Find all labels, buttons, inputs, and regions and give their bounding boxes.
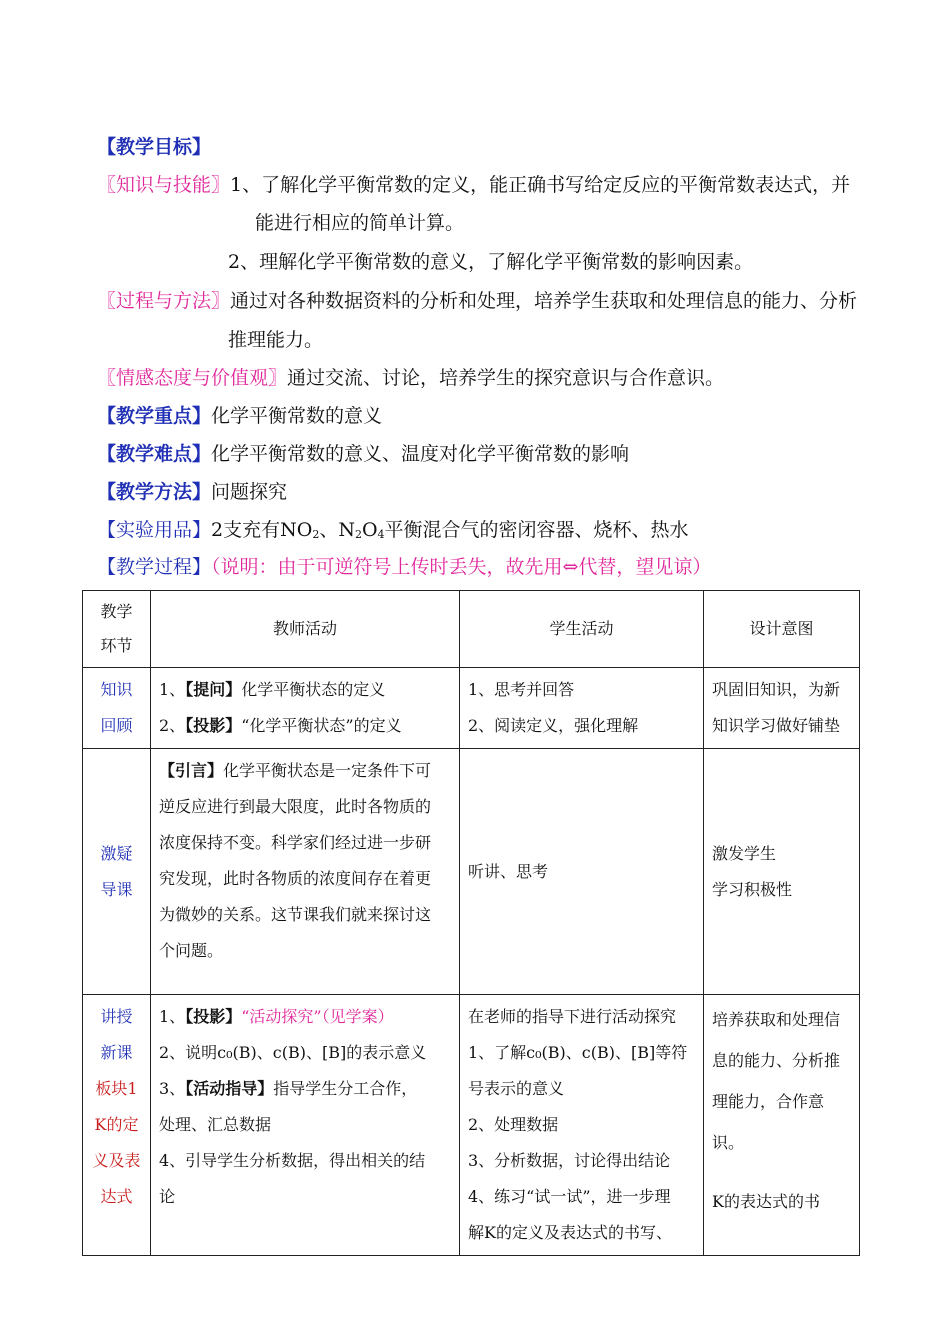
table-header-row (83, 591, 860, 668)
row1-teacher-line-2 (159, 708, 451, 744)
row3-student-line-1: 在老师的指导下进行活动探究 (468, 1007, 677, 1026)
row1-stage-line-2: 回顾 (100, 716, 133, 735)
difficulty-label: 【教学难点】 (97, 443, 212, 465)
row3-teacher-line-3 (159, 1071, 451, 1107)
row3-stage (83, 995, 151, 1256)
row3-intent-line-1: 培养获取和处理信 (712, 1010, 841, 1029)
row2-teacher-line-2: 逆反应进行到最大限度，此时各物质的 (159, 797, 432, 816)
row3-teacher-line-2: 2、说明c₀(B)、c(B)、[B]的表示意义 (159, 1043, 427, 1062)
header-teacher: 教师活动 (151, 591, 460, 668)
method-text: 问题探究 (211, 481, 288, 503)
row3-teacher-line-6: 论 (159, 1187, 176, 1206)
row2-teacher-line-5: 为微妙的关系。这节课我们就来探讨这 (159, 905, 432, 924)
row3-t1-num: 1、 (159, 1007, 186, 1026)
process-label: 【教学过程】 (97, 556, 212, 578)
row1-t1-text: 化学平衡状态的定义 (241, 680, 386, 699)
row3-student-line-2: 1、了解c₀(B)、c(B)、[B]等符 (468, 1043, 688, 1062)
row3-student-line-7: 解K的定义及表达式的书写、 (468, 1223, 672, 1242)
row1-stage-line-1: 知识 (100, 680, 133, 699)
knowledge-item-2: 2、理解化学平衡常数的意义，了解化学平衡常数的影响因素。 (228, 251, 754, 273)
row2-t-tag: 【引言】 (159, 761, 224, 780)
table-row (83, 995, 860, 1256)
row2-teacher-line-4: 究发现，此时各物质的浓度间存在着更 (159, 869, 432, 888)
row2-stage-line-2: 导课 (100, 879, 133, 899)
header-stage-line-1: 教学 (100, 602, 133, 621)
knowledge-item-1: 1、了解化学平衡常数的定义，能正确书写给定反应的平衡常数表达式，并 (230, 174, 851, 196)
row1-t2-num: 2、 (159, 716, 186, 735)
row1-teacher (151, 668, 460, 749)
row2-stage (83, 749, 151, 995)
row3-intent-line-4: 识。 (712, 1133, 745, 1152)
materials-text-mid: 、N (319, 519, 355, 541)
header-student: 学生活动 (460, 591, 704, 668)
emotion-values-label: 〖情感态度与价值观〗 (97, 367, 288, 389)
key-point-line (97, 403, 382, 429)
row3-t1-pink: “活动探究”（见学案） (241, 1007, 394, 1026)
process-methods-line (97, 288, 857, 314)
row3-stage-line-1: 讲授 (100, 1007, 133, 1026)
row3-student-line-5: 3、分析数据，讨论得出结论 (468, 1151, 671, 1170)
header-stage (83, 591, 151, 668)
materials-sub-3: 4 (377, 528, 385, 541)
difficulty-text: 化学平衡常数的意义、温度对化学平衡常数的影响 (211, 443, 630, 465)
knowledge-skills-label: 〖知识与技能〗 (97, 174, 231, 196)
row3-stage-line-2: 新课 (100, 1043, 133, 1062)
row3-student-line-3: 号表示的意义 (468, 1079, 565, 1098)
row1-t2-tag: 【投影】 (185, 716, 242, 735)
process-methods-cont: 推理能力。 (228, 329, 324, 351)
row3-t3-tag: 【活动指导】 (185, 1079, 274, 1098)
row1-intent-line-2: 知识学习做好铺垫 (712, 716, 841, 735)
difficulty-line (97, 441, 629, 467)
row3-intent-line-2: 息的能力、分析推 (712, 1051, 841, 1070)
row3-teacher-line-4: 处理、汇总数据 (159, 1115, 272, 1134)
method-line (97, 479, 287, 505)
materials-text-mid2: O (361, 519, 378, 541)
materials-sub-1: 2 (312, 528, 320, 541)
row2-intent (704, 749, 860, 995)
key-point-text: 化学平衡常数的意义 (211, 405, 383, 427)
materials-text-prefix: 2支充有NO (211, 519, 313, 541)
row1-teacher-line-1 (159, 672, 451, 708)
row2-teacher (151, 749, 460, 995)
materials-sub-2: 2 (354, 528, 362, 541)
key-point-label: 【教学重点】 (97, 405, 212, 427)
row3-t3-text: 指导学生分工合作， (273, 1079, 418, 1098)
row1-t1-num: 1、 (159, 680, 186, 699)
row3-teacher (151, 995, 460, 1256)
row2-student: 听讲、思考 (460, 749, 704, 995)
objectives-heading: 【教学目标】 (97, 136, 212, 158)
table-row (83, 749, 860, 995)
row3-t1-tag: 【投影】 (185, 1007, 242, 1026)
row3-stage-line-3: 板块1 (95, 1079, 138, 1098)
row3-stage-line-4: K的定 (94, 1115, 139, 1134)
row2-stage-line-1: 激疑 (100, 843, 133, 863)
row3-intent-line-3: 理能力，合作意 (712, 1092, 825, 1111)
row2-teacher-line-1 (159, 753, 451, 789)
row3-t3-num: 3、 (159, 1079, 186, 1098)
emotion-values-line (97, 365, 724, 391)
row3-teacher-line-5: 4、引导学生分析数据，得出相关的结 (159, 1151, 426, 1170)
row1-t2-text: “化学平衡状态”的定义 (241, 716, 402, 735)
process-note: （说明：由于可逆符号上传时丢失，故先用⇔代替，望见谅） (211, 556, 712, 578)
row3-intent-gap (712, 1163, 851, 1181)
row1-intent (704, 668, 860, 749)
process-methods-label: 〖过程与方法〗 (97, 290, 231, 312)
header-intent: 设计意图 (704, 591, 860, 668)
process-methods-text: 通过对各种数据资料的分析和处理，培养学生获取和处理信息的能力、分析 (230, 290, 858, 312)
row3-intent (704, 995, 860, 1256)
row3-stage-line-6: 达式 (100, 1187, 133, 1206)
row3-teacher-line-1 (159, 999, 451, 1035)
row3-student-line-6: 4、练习“试一试”，进一步理 (468, 1187, 671, 1206)
row3-student-line-4: 2、处理数据 (468, 1115, 559, 1134)
lesson-plan-table (82, 590, 860, 1256)
row2-intent-line-1: 激发学生 (712, 843, 777, 863)
row2-intent-line-2: 学习积极性 (712, 879, 793, 899)
row3-stage-line-5: 义及表 (92, 1151, 141, 1170)
row2-teacher-line-3: 浓度保持不变。科学家们经过进一步研 (159, 833, 432, 852)
row2-t-text-0: 化学平衡状态是一定条件下可 (223, 761, 432, 780)
row3-student (460, 995, 704, 1256)
method-label: 【教学方法】 (97, 481, 212, 503)
row1-student (460, 668, 704, 749)
row1-student-line-2: 2、阅读定义，强化理解 (468, 716, 639, 735)
materials-line (97, 517, 689, 543)
row2-teacher-line-6: 个问题。 (159, 941, 224, 960)
row1-student-line-1: 1、思考并回答 (468, 680, 575, 699)
process-line (97, 554, 711, 580)
row1-stage (83, 668, 151, 749)
row1-t1-tag: 【提问】 (185, 680, 242, 699)
materials-label: 【实验用品】 (97, 519, 212, 541)
table-row (83, 668, 860, 749)
knowledge-item-1-cont: 能进行相应的简单计算。 (255, 212, 465, 234)
row3-intent-line-5: K的表达式的书 (712, 1192, 820, 1211)
knowledge-skills-line (97, 172, 850, 198)
materials-text-suffix: 平衡混合气的密闭容器、烧杯、热水 (384, 519, 689, 541)
header-stage-line-2: 环节 (100, 636, 133, 655)
row1-intent-line-1: 巩固旧知识，为新 (712, 680, 841, 699)
emotion-values-text: 通过交流、讨论，培养学生的探究意识与合作意识。 (287, 367, 725, 389)
